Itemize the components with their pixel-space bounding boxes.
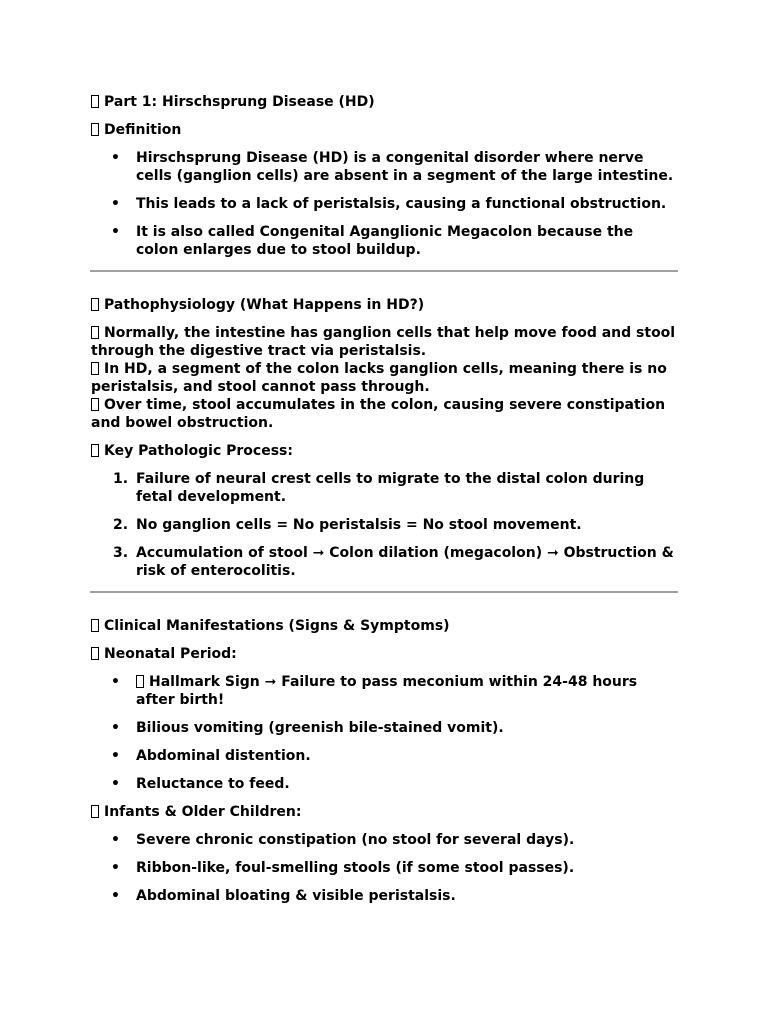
missing-emoji-icon — [136, 675, 144, 688]
list-item: • It is also called Congenital Aganglionic Megacolon because the colon enlarges due to stool buildup. — [91, 223, 678, 259]
missing-emoji-icon — [91, 123, 99, 136]
neonatal-list — [91, 673, 678, 793]
section3-title: Clinical Manifestations (Signs & Symptoms) — [91, 617, 678, 635]
definition-heading: Definition — [91, 121, 678, 139]
horizontal-divider — [90, 270, 678, 272]
paragraph: Over time, stool accumulates in the colon, causing severe constipation and bowel obstruction. — [91, 397, 666, 431]
list-item: • Abdominal bloating & visible peristalsis. — [91, 887, 678, 905]
list-item: • Ribbon-like, foul-smelling stools (if some stool passes). — [91, 859, 678, 877]
missing-emoji-icon — [91, 95, 99, 108]
neonatal-heading: Neonatal Period: — [91, 645, 678, 663]
list-item: 1. Failure of neural crest cells to migrate to the distal colon during fetal development. — [113, 471, 645, 505]
list-item: 2. No ganglion cells = No peristalsis = No stool movement. — [113, 517, 582, 533]
missing-emoji-icon — [91, 326, 99, 339]
missing-emoji-icon — [91, 362, 99, 375]
list-item: • Reluctance to feed. — [91, 775, 678, 793]
missing-emoji-icon — [91, 444, 99, 457]
list-item: • Hirschsprung Disease (HD) is a congenital disorder where nerve cells (ganglion cells) are absent in a segment of the large intestine. — [91, 149, 678, 185]
list-item: 3. Accumulation of stool ➞ Colon dilation (megacolon) ➞ Obstruction & risk of enterocolitis. — [113, 545, 674, 579]
process-heading: Key Pathologic Process: — [91, 442, 678, 460]
pathophysiology-paragraphs — [91, 324, 678, 432]
process-list — [91, 470, 678, 580]
section1-title: Part 1: Hirschsprung Disease (HD) — [91, 93, 678, 111]
section2-title: Pathophysiology (What Happens in HD?) — [91, 296, 678, 314]
missing-emoji-icon — [91, 647, 99, 660]
missing-emoji-icon — [91, 619, 99, 632]
list-item: • Severe chronic constipation (no stool for several days). — [91, 831, 678, 849]
older-children-list — [91, 831, 678, 905]
older-children-heading: Infants & Older Children: — [91, 803, 678, 821]
missing-emoji-icon — [91, 398, 99, 411]
missing-emoji-icon — [91, 298, 99, 311]
paragraph: In HD, a segment of the colon lacks ganglion cells, meaning there is no peristalsis, and stool cannot pass through. — [91, 361, 667, 395]
list-item: • Abdominal distention. — [91, 747, 678, 765]
paragraph: Normally, the intestine has ganglion cells that help move food and stool through the digestive tract via peristalsis. — [91, 325, 676, 359]
list-item: • Hallmark Sign ➞ Failure to pass meconium within 24-48 hours after birth! — [91, 673, 678, 709]
list-item: • This leads to a lack of peristalsis, causing a functional obstruction. — [91, 195, 678, 213]
list-item: • Bilious vomiting (greenish bile-stained vomit). — [91, 719, 678, 737]
definition-list — [91, 149, 678, 259]
missing-emoji-icon — [91, 805, 99, 818]
horizontal-divider — [90, 591, 678, 593]
